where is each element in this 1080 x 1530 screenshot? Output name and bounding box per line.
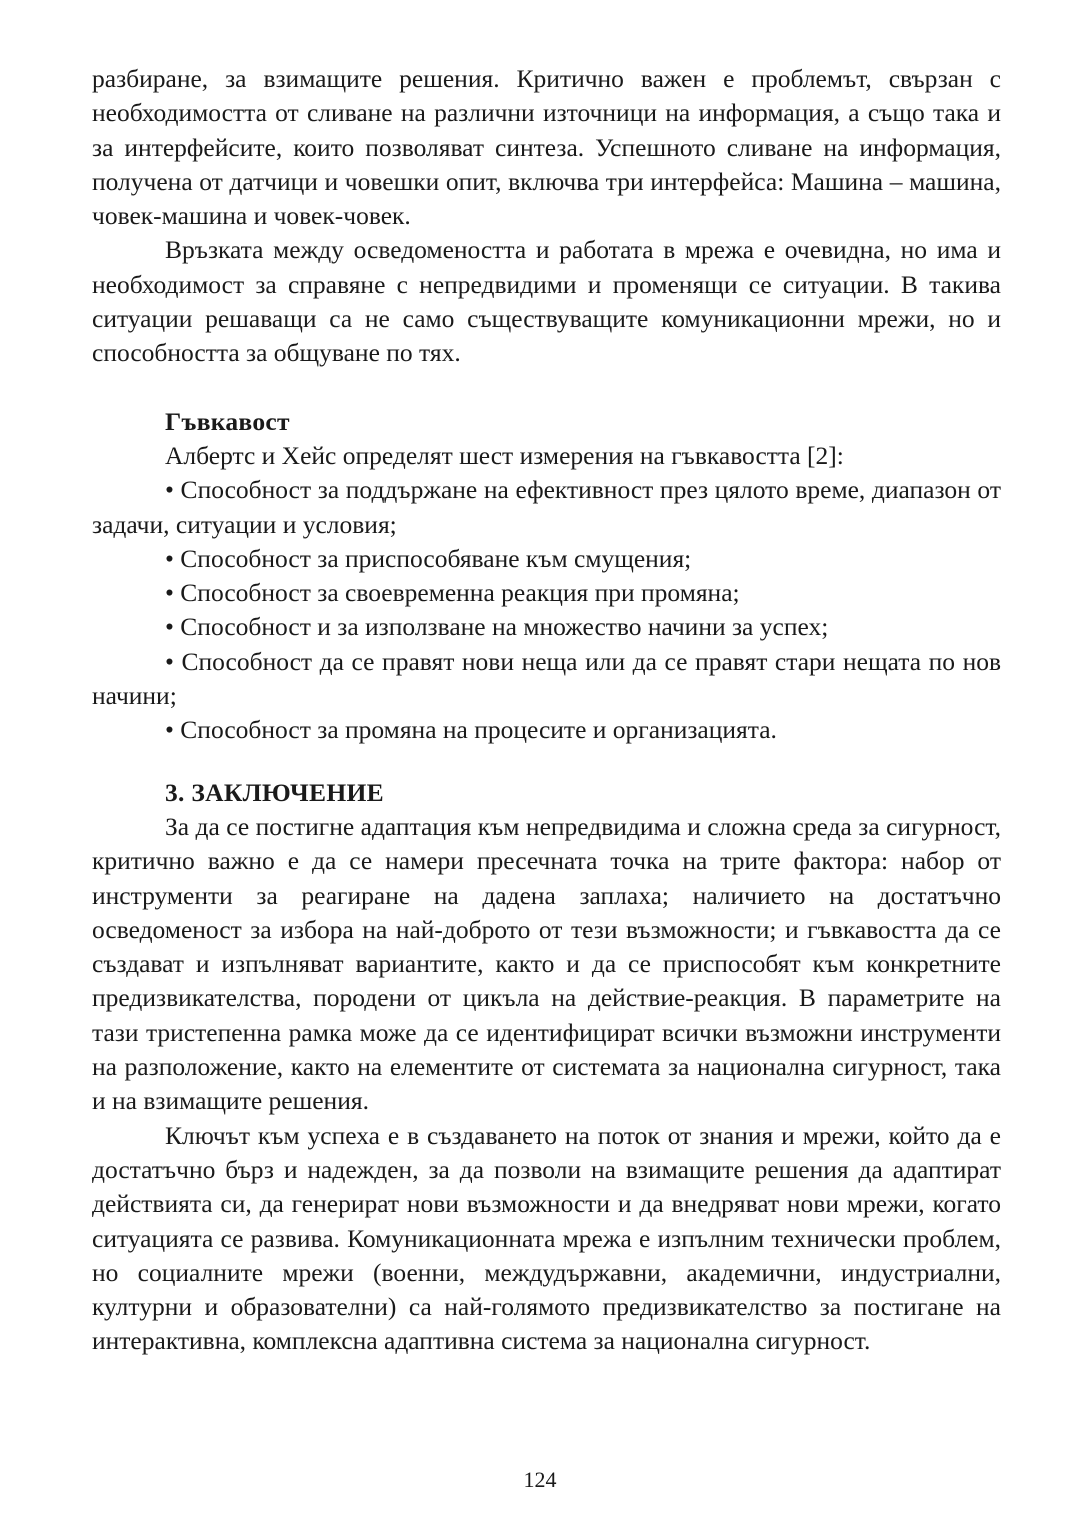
section-heading-conclusion: 3. ЗАКЛЮЧЕНИЕ [165,777,384,807]
list-item: • Способност за своевременна реакция при промяна; [165,578,740,608]
list-item: • Способност за поддържане на ефективност през цялото време, диапазон от задачи, ситуации и условия; [92,475,1001,539]
conclusion-paragraph-key-to-success: Ключът към успеха е в създаването на поток от знания и мрежи, който да е достатъчно бърз и надежден, за да позволи на взимащите решения да адаптират действията си, да генерират нови възможности и да внедряват нови мрежи, когато ситуацията се развива. Комуникационната мрежа е изпълним технически проблем, но социалните мрежи (военни, междудържавни, академични, индустриални, културни и образователни) са най-голямото предизвикателство за постигане на интерактивна, комплексна адаптивна система за национална сигурност. [92,1120,1001,1356]
list-item: • Способност за приспособяване към смущения; [165,543,692,573]
conclusion-paragraph-adaptation: За да се постигне адаптация към непредвидима и сложна среда за сигурност, критично важно е да се намери пресечната точка на трите фактора: набор от инструменти за реагиране на дадена заплаха; наличието на достатъчно осведоменост за избора на най-доброто от тези възможности; и гъвкавостта да се създават и изпълняват вариантите, както и да се приспособят към конкретните предизвикателства, породени от цикъла на действие-реакция. В параметрите на тази тристепенна рамка може да се идентифицират всички възможни инструменти на разположение, както на елементите от системата за национална сигурност, така и на взимащите решения. [92,811,1001,1116]
page-body [92,62,1001,1359]
section-heading-flexibility: Гъвкавост [165,406,290,436]
paragraph-awareness: Връзката между осведомеността и работата в мрежа е очевидна, но има и необходимост за справяне с непредвидими и променящи се ситуации. В такива ситуации решаващи са не само съществуващите комуникационни мрежи, но и способността за общуване по тях. [92,235,1001,368]
page-number: 124 [523,1467,557,1492]
list-item: • Способност и за използване на множество начини за успех; [165,612,829,642]
flexibility-intro: Албертс и Хейс определят шест измерения на гъвкавостта [2]: [165,440,844,470]
paragraph-fusion: разбиране, за взимащите решения. Критично важен е проблемът, свързан с необходимостта от сливане на различни източници на информация, а също така и за интерфейсите, които позволяват синтеза. Успешното сливане на информация, получена от датчици и човешки опит, включва три интерфейса: Машина – машина, човек-машина и човек-човек. [92,64,1001,231]
list-item: • Способност за промяна на процесите и организацията. [165,715,777,745]
list-item: • Способност да се правят нови неща или да се правят стари нещата по нов начини; [92,646,1001,711]
